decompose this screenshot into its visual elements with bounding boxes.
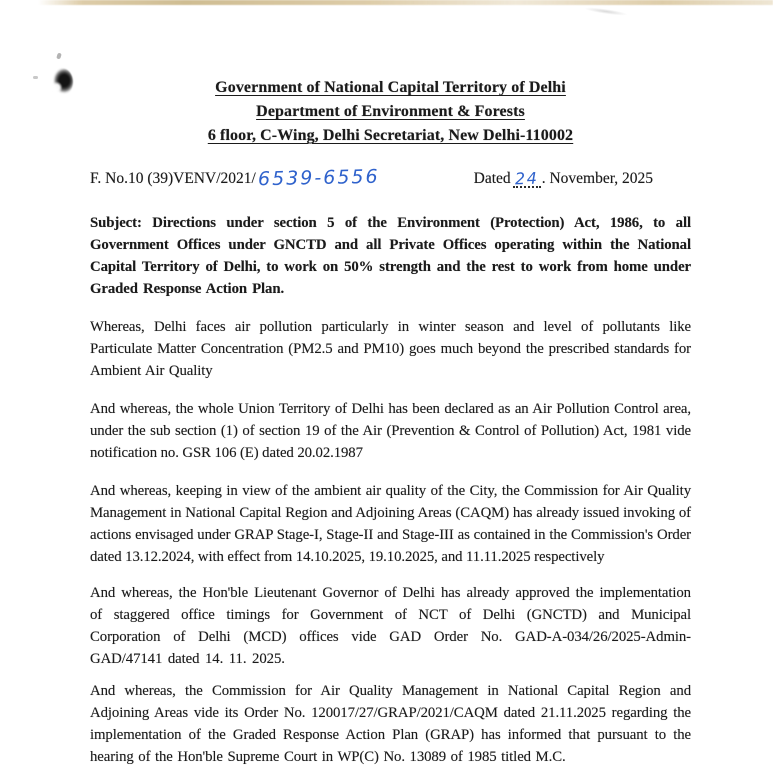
file-number (90, 165, 379, 191)
date-suffix: . November, 2025 (541, 170, 653, 187)
date-handwritten: 24 (514, 168, 539, 189)
paragraph-whereas-4: And whereas, the Hon'ble Lieutenant Governor of Delhi has already approved the implementation of staggered office timings for Government of NCT of Delhi (GNCTD) and Municipal Corporation of Delhi (MCD) offices vide GAD Order No. GAD-A-034/26/2025-Admin-GAD/47141 dated 14. 11. 2025. (90, 585, 691, 667)
ink-speck (56, 53, 62, 60)
file-number-handwritten: 6539-6556 (257, 165, 380, 191)
paragraph-whereas-2: And whereas, the whole Union Territory of Delhi has been declared as an Air Pollution Control area, under the sub section (1) of section 19 of the Air (Prevention & Control of Pollution) Act, 1981 vide notification no. GSR 106 (E) dated 20.02.1987 (90, 401, 691, 461)
ink-speck (33, 76, 38, 79)
date-label: Dated (473, 170, 511, 187)
file-number-printed: F. No.10 (39)VENV/2021/ (90, 170, 256, 187)
header-address-line: 6 floor, C-Wing, Delhi Secretariat, New Delhi-110002 (207, 127, 574, 144)
date-dotted-line (513, 168, 541, 189)
paragraph-whereas-1: Whereas, Delhi faces air pollution particularly in winter season and level of pollutants like Particulate Matter Concentration (PM2.5 and PM10) goes much beyond the prescribed standards for Ambient Air Quality (90, 319, 691, 379)
paragraph-whereas-5: And whereas, the Commission for Air Quality Management in National Capital Region and Adjoining Areas vide its Order No. 120017/27/GRAP/2021/CAQM dated 21.11.2025 regarding the implementation of the Graded Response Action Plan (GRAP) has informed that pursuant to the hearing of the Hon'ble Supreme Court in WP(C) No. 13089 of 1985 titled M.C. (90, 683, 691, 765)
document-content (90, 0, 691, 768)
header-org-line: Government of National Capital Territory of Delhi (215, 79, 566, 96)
paragraph-whereas-3: And whereas, keeping in view of the ambient air quality of the City, the Commission for Air Quality Management in National Capital Region and Adjoining Areas (CAQM) has already issued invoking of actions envisaged under GRAP Stage-I, Stage-II and Stage-III as contained in the Commission's Order dated 13.12.2024, with effect from 14.10.2025, 19.10.2025, and 11.11.2025 respectively (90, 483, 691, 565)
subject-paragraph: Subject: Directions under section 5 of the Environment (Protection) Act, 1986, to all Government Offices under GNCTD and all Private Offices operating within the National Capital Territory of Delhi, to work on 50% strength and the rest to work from home under Graded Response Action Plan. (90, 215, 691, 297)
header-dept-line: Department of Environment & Forests (256, 103, 525, 120)
punch-hole-mark (51, 68, 73, 96)
date-line (474, 167, 691, 191)
document-header (90, 76, 691, 148)
reference-line (90, 165, 691, 191)
